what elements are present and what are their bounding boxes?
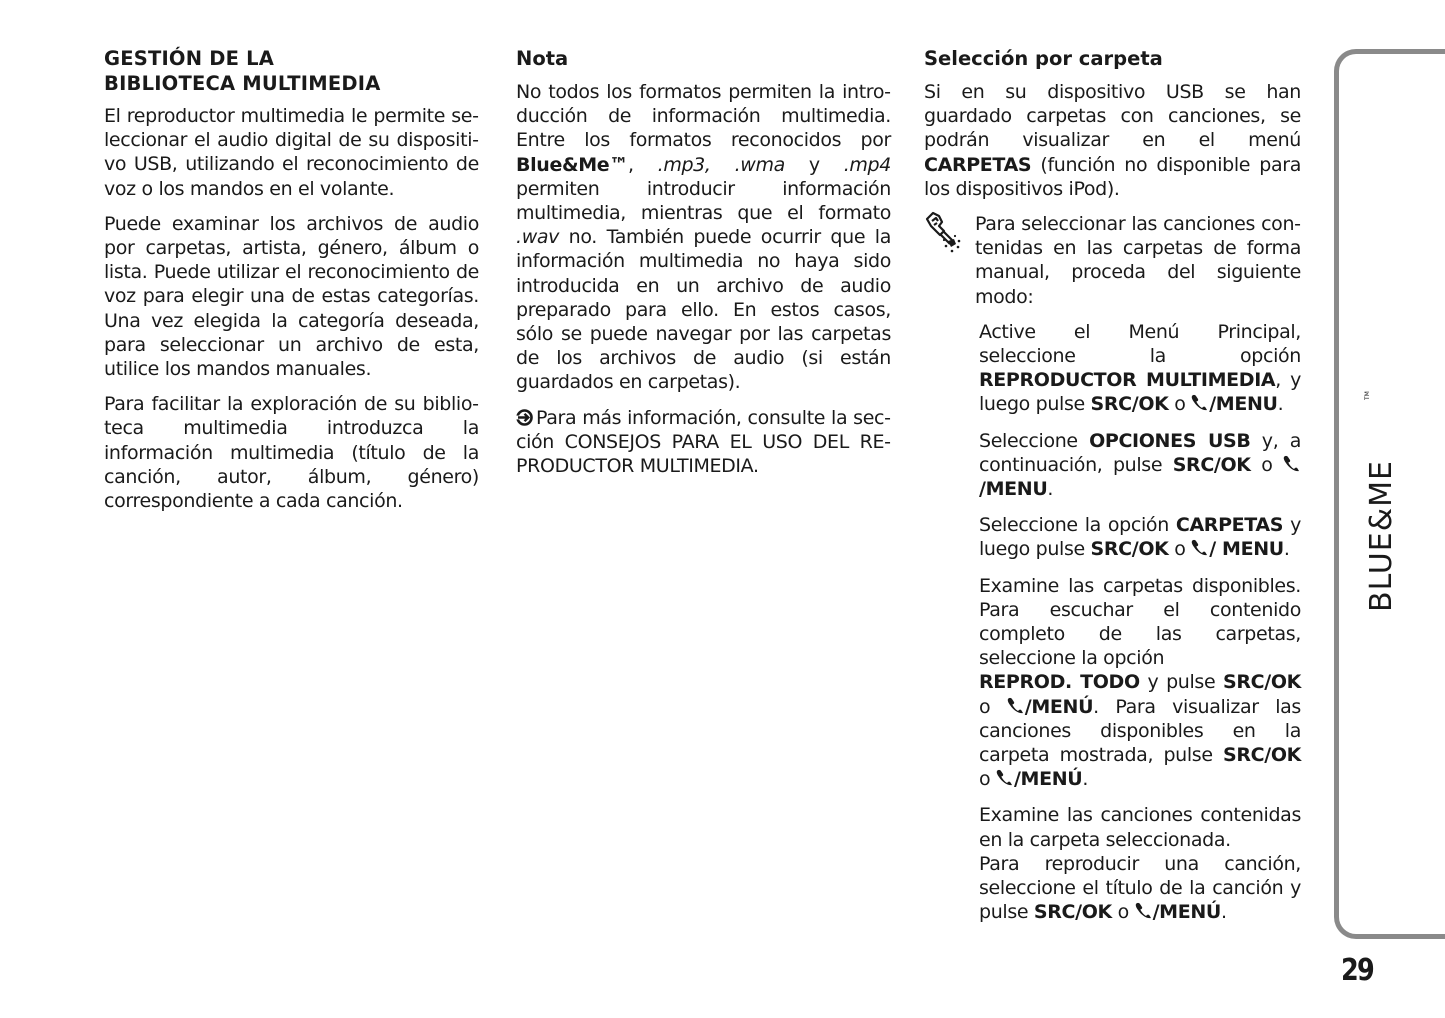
right-arrow-circle-icon: [516, 409, 533, 426]
hint-text: Para seleccionar las canciones contenidas en las carpetas de forma manual, proceda del siguiente modo:: [975, 213, 1301, 308]
step-text: Examine las canciones contenidas en la carpeta seleccionada.: [979, 804, 1301, 851]
step-text: o: [1168, 393, 1192, 416]
step-text: .: [1082, 768, 1089, 791]
button-src-ok: SRC/OK: [1090, 393, 1169, 416]
blue-and-me-logo: [1353, 380, 1413, 620]
button-menu: / MENU: [1209, 538, 1284, 561]
step-text: .: [1283, 538, 1290, 561]
reference-paragraph: [516, 406, 891, 479]
note-heading: Nota: [516, 47, 569, 70]
step-text: y luego pulse: [979, 514, 1301, 561]
button-src-ok: SRC/OK: [1223, 744, 1301, 767]
step-text: . Para visualizar las canciones disponibles en la carpeta mostrada, pulse: [979, 695, 1301, 767]
section-heading-library: [104, 46, 479, 96]
button-menu: /MENU: [1209, 393, 1278, 416]
step-4: [979, 574, 1301, 792]
reference-text: Para más información, consulte la sección CONSEJOS PARA EL USO DEL REPRODUCTOR MULTIMEDIA.: [516, 406, 891, 478]
step-text: y, a continuación, pulse: [979, 429, 1301, 476]
column-library-management: [104, 46, 479, 524]
paragraph-browse: Puede examinar los archivos de audio por carpetas, artista, género, álbum o lista. Puede utilizar el reconocimiento de voz para elegir una de estas categorías. Una vez elegida la categoría deseada, para seleccionar un archivo de esta, utilice los mandos manuales.: [104, 212, 479, 381]
step-text: o: [979, 695, 1007, 718]
button-src-ok: SRC/OK: [1223, 671, 1301, 694]
button-menu: /MENU: [979, 478, 1048, 501]
option-opciones-usb: OPCIONES USB: [1089, 429, 1251, 452]
paragraph-tips: Para facilitar la exploración de su biblioteca multimedia introduzca la información multimedia (título de la canción, autor, álbum, género) correspondiente a cada canción.: [104, 393, 479, 513]
step-text: .: [1047, 478, 1054, 501]
option-carpetas: CARPETAS: [1175, 514, 1284, 537]
menu-carpetas: CARPETAS: [924, 153, 1032, 176]
step-text: Active el Menú Principal, seleccione la opción: [979, 320, 1301, 368]
button-menu: /MENÚ: [1024, 695, 1094, 718]
note-paragraph: [516, 80, 891, 395]
step-text: o: [979, 768, 996, 791]
step-text: , y luego pulse: [979, 369, 1301, 416]
note-text: ,: [627, 153, 658, 176]
note-text: y: [784, 153, 844, 176]
button-src-ok: SRC/OK: [1172, 453, 1251, 476]
heading-line-1: GESTIÓN DE LA: [104, 47, 275, 70]
column-note: [516, 46, 891, 489]
step-text: y pulse: [1139, 671, 1224, 694]
phone-handset-icon: [1283, 455, 1301, 472]
step-text: .: [1277, 393, 1284, 416]
button-menu: /MENÚ: [1013, 768, 1083, 791]
step-text: o: [1111, 901, 1135, 924]
step-3: [979, 513, 1301, 561]
pointing-hand-icon: [924, 210, 968, 254]
step-text: Seleccione: [979, 429, 1090, 452]
trademark-mark: TM: [1364, 391, 1371, 400]
step-text: Examine las carpetas disponibles. Para escuchar el contenido completo de las carpetas, seleccione la opción: [979, 574, 1301, 670]
format-mp3: .mp3,: [657, 153, 711, 176]
note-text: permiten introducir información multimedia, mientras que el formato: [516, 177, 891, 225]
hint-block: [924, 212, 1301, 309]
phone-handset-icon: [1191, 539, 1209, 556]
note-text: No todos los formatos permiten la introducción de información multimedia. Entre los formatos reconocidos por: [516, 81, 891, 152]
note-text: [711, 154, 735, 176]
page-number: 29: [1341, 953, 1374, 988]
phone-handset-icon: [1007, 697, 1025, 714]
step-text: o: [1250, 453, 1283, 476]
paragraph-intro: El reproductor multimedia le permite seleccionar el audio digital de su dispositivo USB, utilizando el reconocimiento de voz o los mandos en el volante.: [104, 105, 479, 200]
option-reprod-todo: REPROD. TODO: [979, 671, 1140, 694]
folder-intro: [924, 80, 1301, 201]
steps-list: [979, 320, 1301, 925]
step-5: [979, 803, 1301, 924]
step-text: o: [1168, 538, 1192, 561]
step-1: [979, 320, 1301, 417]
intro-text: Si en su dispositivo USB se han guardado carpetas con canciones, se podrán visualizar en el menú: [924, 81, 1301, 152]
format-wav: .wav: [516, 226, 560, 249]
step-text: .: [1220, 901, 1227, 924]
button-src-ok: SRC/OK: [1090, 538, 1169, 561]
column-folder-selection: [924, 46, 1301, 937]
heading-line-2: BIBLIOTECA MULTIMEDIA: [104, 72, 381, 95]
button-menu: /MENÚ: [1152, 901, 1221, 924]
phone-handset-icon: [1135, 902, 1153, 919]
button-src-ok: SRC/OK: [1033, 901, 1112, 924]
step-2: [979, 429, 1301, 502]
option-reproductor-multimedia: REPRODUCTOR MULTIMEDIA: [979, 369, 1276, 392]
phone-handset-icon: [1191, 394, 1209, 411]
brand-name: Blue&Me™: [516, 153, 628, 176]
step-text: Para reproducir una canción, seleccione el título de la canción y pulse: [979, 852, 1301, 924]
format-mp4: .mp4: [843, 153, 891, 176]
step-text: Seleccione la opción: [979, 514, 1176, 537]
intro-text: (función no disponible para los dispositivos iPod).: [924, 153, 1301, 200]
folder-heading: Selección por carpeta: [924, 47, 1163, 70]
brand-text: BLUE&ME: [1364, 460, 1399, 612]
note-text: no. También puede ocurrir que la información multimedia no haya sido introducida en un archivo de audio preparado para ello. En estos casos, sólo se puede navegar por las carpetas de los archivos de audio (si están guardados en carpetas).: [516, 226, 891, 394]
format-wma: .wma: [734, 153, 785, 176]
phone-handset-icon: [996, 769, 1014, 786]
